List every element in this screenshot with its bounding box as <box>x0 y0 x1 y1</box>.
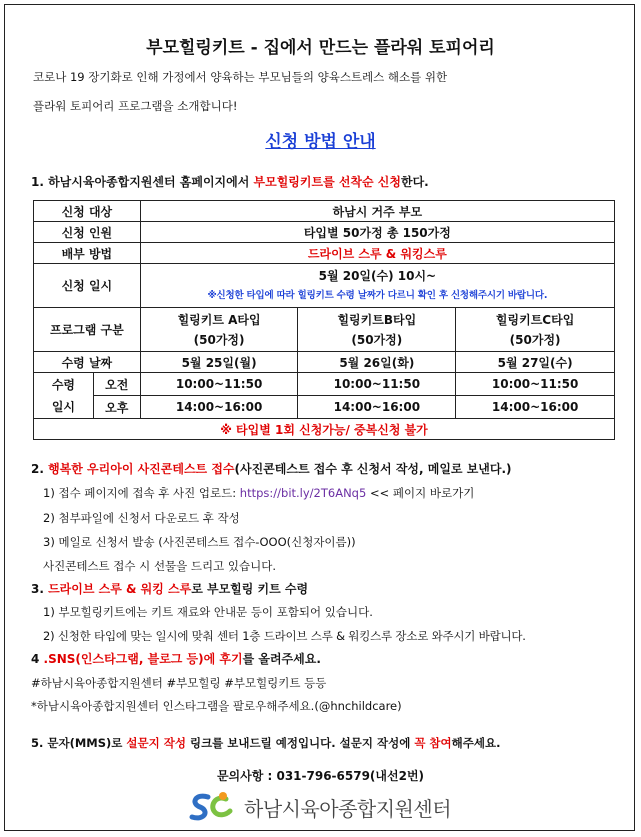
step3-suffix: 로 부모힐링 키트 수령 <box>191 582 309 596</box>
step2-item2: 2) 첨부파일에 신청서 다운로드 후 작성 <box>43 511 240 525</box>
step2-num: 2. <box>31 462 49 476</box>
step3-heading <box>31 580 308 597</box>
receive-label-2: 일시 <box>51 399 75 414</box>
step3-item1: 1) 부모힐링키트에는 키트 재료와 안내문 등이 포함되어 있습니다. <box>43 605 373 619</box>
step4-highlight: .SNS(인스타그램, 블로그 등)에 후기 <box>43 652 243 666</box>
step5-mid: 링크를 보내드릴 예정입니다. 설문지 작성에 <box>185 736 415 750</box>
type-c-am: 10:00~11:50 <box>456 373 615 396</box>
step1-highlight: 부모힐링키트를 선착순 신청 <box>253 175 401 189</box>
type-a-cell <box>140 308 298 352</box>
target-value: 하남시 거주 부모 <box>140 201 614 222</box>
type-a-date: 5월 25일(월) <box>140 352 298 373</box>
type-c-date: 5월 27일(수) <box>456 352 615 373</box>
receive-date-label: 수령 날짜 <box>34 352 141 373</box>
type-b-count: (50가정) <box>351 332 403 347</box>
intro-line-2: 플라워 토피어리 프로그램을 소개합니다! <box>33 99 238 113</box>
step1-text <box>31 173 429 190</box>
photo-upload-link[interactable]: https://bit.ly/2T6ANq5 <box>239 486 367 500</box>
instagram-follow: *하남시육아종합지원센터 인스타그램을 팔로우해주세요.(@hnchildcare) <box>31 699 402 713</box>
receive-time-label <box>34 373 94 419</box>
table-footer-note: ※ 타입별 1회 신청가능/ 중복신청 불가 <box>34 419 615 440</box>
step5-text <box>31 735 500 751</box>
people-label: 신청 인원 <box>34 222 141 243</box>
step5-highlight-1: 설문지 작성 <box>126 736 186 750</box>
step2-heading <box>31 460 512 477</box>
step4-heading <box>31 650 321 667</box>
date-value: 5월 20일(수) 10시~ <box>318 268 437 283</box>
step1-prefix: 1. 하남시육아종합지원센터 홈페이지에서 <box>31 175 254 189</box>
section-heading: 신청 방법 안내 <box>265 132 376 152</box>
intro-line-1: 코로나 19 장기화로 인해 가정에서 양육하는 부모님들의 양육스트레스 해소를 위한 <box>33 70 448 84</box>
step2-item1 <box>43 485 474 501</box>
method-label: 배부 방법 <box>34 243 141 264</box>
page-title: 부모힐링키트 - 집에서 만드는 플라워 토피어리 <box>146 38 495 58</box>
step2-note: 사진콘테스트 접수 시 선물을 드리고 있습니다. <box>43 559 277 573</box>
date-note: ※신청한 타입에 따라 힐링키트 수령 날짜가 다르니 확인 후 신청해주시기 바랍니다. <box>207 289 548 301</box>
target-label: 신청 대상 <box>34 201 141 222</box>
date-label: 신청 일시 <box>34 264 141 308</box>
step4-num: 4 <box>31 652 44 666</box>
step5-prefix: 5. 문자(MMS)로 <box>31 736 127 750</box>
contact-info: 문의사항 : 031-796-6579(내선2번) <box>216 769 425 783</box>
step3-highlight: 드라이브 스루 & 워킹 스루 <box>48 582 192 596</box>
org-name: 하남시육아종합지원센터 <box>244 797 452 821</box>
info-table <box>33 200 615 440</box>
type-c-cell <box>456 308 615 352</box>
type-b-cell <box>298 308 456 352</box>
step5-highlight-2: 꼭 참여 <box>414 736 452 750</box>
type-b-am: 10:00~11:50 <box>298 373 456 396</box>
type-c-pm: 14:00~16:00 <box>456 396 615 419</box>
step2-highlight: 행복한 우리아이 사진콘테스트 접수 <box>48 462 235 476</box>
method-value: 드라이브 스루 & 워킹스루 <box>140 243 614 264</box>
type-b-name: 힐링키트B타입 <box>337 312 417 327</box>
hashtags: #하남시육아종합지원센터 #부모힐링 #부모힐링키트 등등 <box>31 676 327 690</box>
step1-suffix: 한다. <box>400 175 429 189</box>
org-logo-mark <box>188 791 236 823</box>
date-cell <box>140 264 614 308</box>
type-c-count: (50가정) <box>509 332 561 347</box>
type-a-name: 힐링키트 A타입 <box>177 312 261 327</box>
step4-suffix: 를 올려주세요. <box>242 652 321 666</box>
step2-suffix: (사진콘테스트 접수 후 신청서 작성, 메일로 보낸다.) <box>234 462 512 476</box>
receive-label-1: 수령 <box>51 377 75 392</box>
type-c-name: 힐링키트C타입 <box>495 312 575 327</box>
type-b-pm: 14:00~16:00 <box>298 396 456 419</box>
page-shortcut-label: << 페이지 바로가기 <box>366 486 475 500</box>
type-a-pm: 14:00~16:00 <box>140 396 298 419</box>
type-a-count: (50가정) <box>193 332 245 347</box>
type-a-am: 10:00~11:50 <box>140 373 298 396</box>
step2-item1-prefix: 1) 접수 페이지에 접속 후 사진 업로드: <box>43 486 240 500</box>
step2-item3: 3) 메일로 신청서 발송 (사진콘테스트 접수-OOO(신청자이름)) <box>43 535 356 549</box>
step5-suffix: 해주세요. <box>451 736 501 750</box>
step3-item2: 2) 신청한 타입에 맞는 일시에 맞춰 센터 1층 드라이브 스루 & 워킹스루 장소로 와주시기 바랍니다. <box>43 629 526 643</box>
people-value: 타입별 50가정 총 150가정 <box>140 222 614 243</box>
step3-num: 3. <box>31 582 49 596</box>
type-b-date: 5월 26일(화) <box>298 352 456 373</box>
pm-label: 오후 <box>93 396 140 419</box>
program-label: 프로그램 구분 <box>34 308 141 352</box>
am-label: 오전 <box>93 373 140 396</box>
